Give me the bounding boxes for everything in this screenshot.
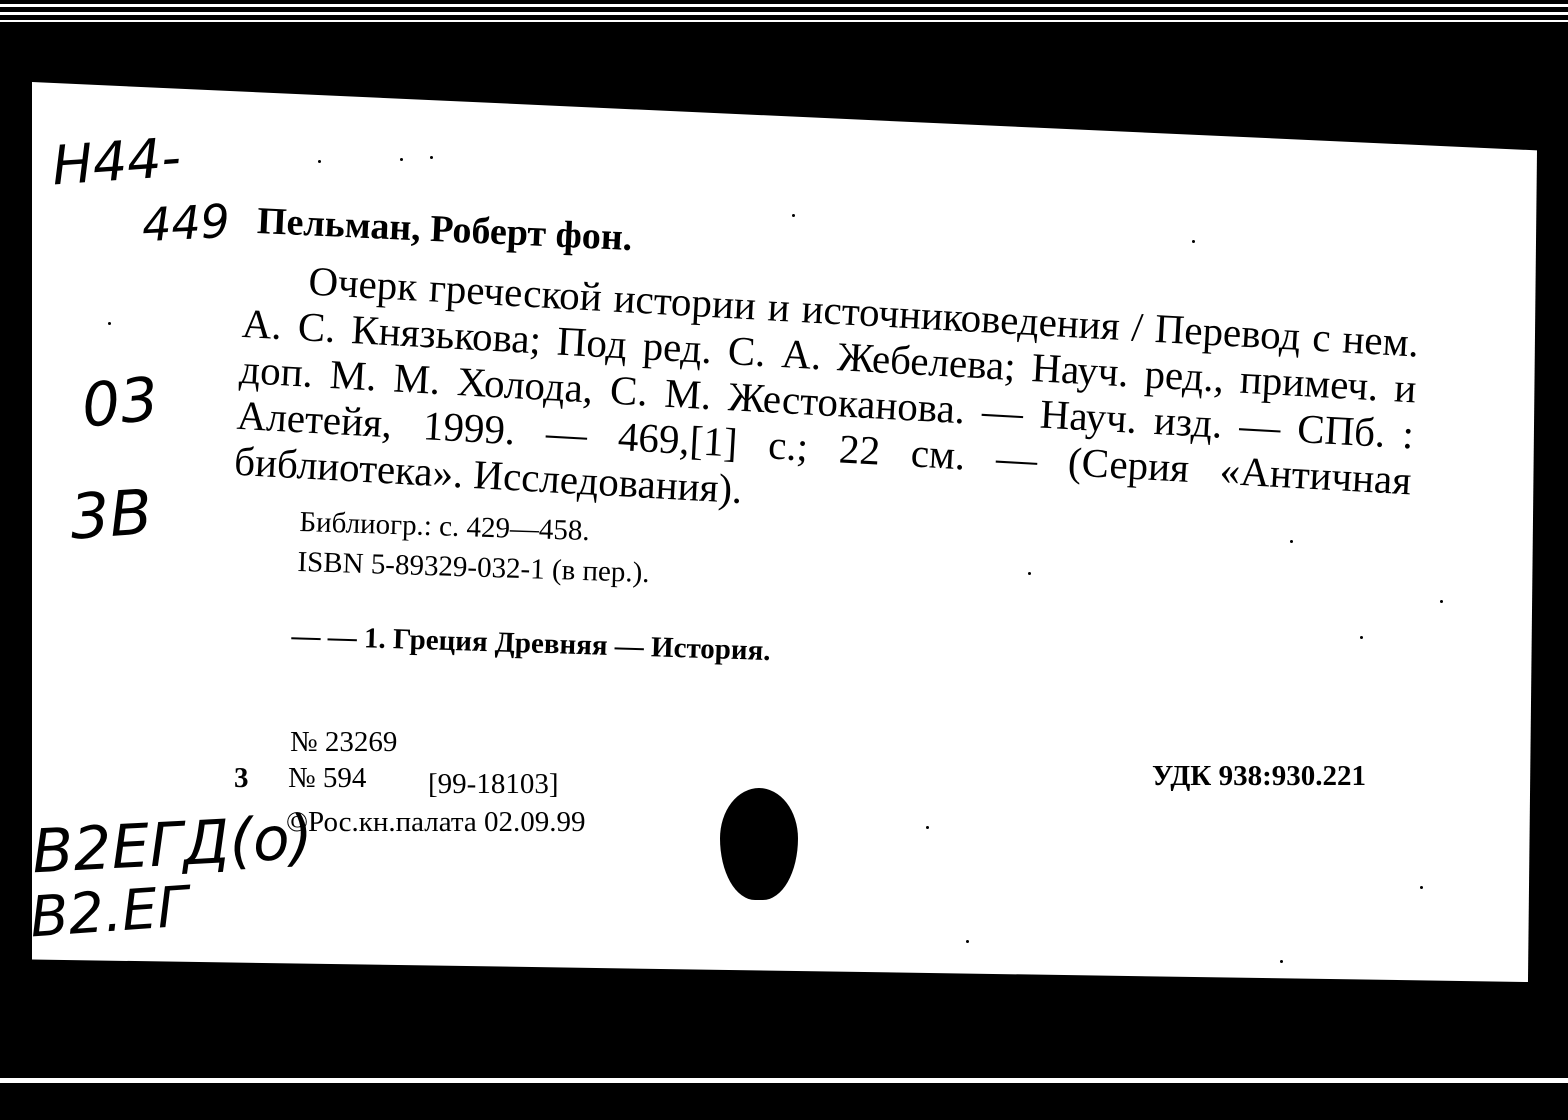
handwritten-call-number: 449 bbox=[140, 193, 232, 253]
scan-speck bbox=[926, 826, 929, 829]
ink-blot bbox=[720, 788, 798, 900]
top-border-line bbox=[0, 20, 1568, 22]
scan-speck bbox=[1192, 240, 1195, 243]
record-number: № 23269 bbox=[290, 726, 398, 758]
udc-code: УДК 938:930.221 bbox=[1152, 760, 1366, 792]
scan-speck bbox=[108, 322, 111, 325]
bibliography-note: Библиогр.: с. 429—458. bbox=[299, 506, 591, 548]
top-border-line bbox=[0, 12, 1568, 15]
card-number: № 594 bbox=[288, 762, 367, 794]
scan-speck bbox=[430, 156, 433, 159]
scan-speck bbox=[400, 158, 403, 161]
scan-speck bbox=[1440, 600, 1443, 603]
bibliographic-description: Очерк греческой истории и источниковедения / Перевод с нем. А. С. Князькова; Под ред. С. А. Жебелева; Науч. ред., примеч. и доп. М. М. Холода, С. М. Жестоканова. — Науч. изд. — СПб. : Алетейя, 1999. — 469,[1] с.; 22 см. — (Серия «Античная библиотека». Исследования). bbox=[233, 257, 1421, 513]
scan-speck bbox=[1290, 540, 1293, 543]
handwritten-note-3b: 3В bbox=[67, 475, 155, 554]
scan-speck bbox=[792, 214, 795, 217]
handwritten-classification-2: В2.ЕГ bbox=[27, 874, 191, 951]
scan-speck bbox=[318, 160, 321, 163]
bottom-border-line bbox=[0, 1078, 1568, 1083]
top-border-line bbox=[0, 4, 1568, 7]
handwritten-call-number-top: Н44- bbox=[49, 125, 183, 198]
scan-speck bbox=[1360, 636, 1363, 639]
author-heading: Пельман, Роберт фон. bbox=[256, 200, 634, 259]
subject-heading: — — 1. Греция Древняя — История. bbox=[291, 620, 772, 668]
handwritten-note-03: 03 bbox=[78, 364, 162, 442]
publisher-stamp-line: ©Рос.кн.палата 02.09.99 bbox=[286, 806, 586, 838]
scan-speck bbox=[966, 940, 969, 943]
bracket-code: [99-18103] bbox=[428, 768, 559, 800]
isbn-line: ISBN 5-89329-032-1 (в пер.). bbox=[297, 546, 651, 590]
copies-count: 3 bbox=[234, 762, 249, 794]
scan-speck bbox=[1280, 960, 1283, 963]
scan-speck bbox=[1028, 572, 1031, 575]
handwritten-classification-1: В2ЕГД(о) bbox=[30, 802, 315, 888]
scan-speck bbox=[1420, 886, 1423, 889]
